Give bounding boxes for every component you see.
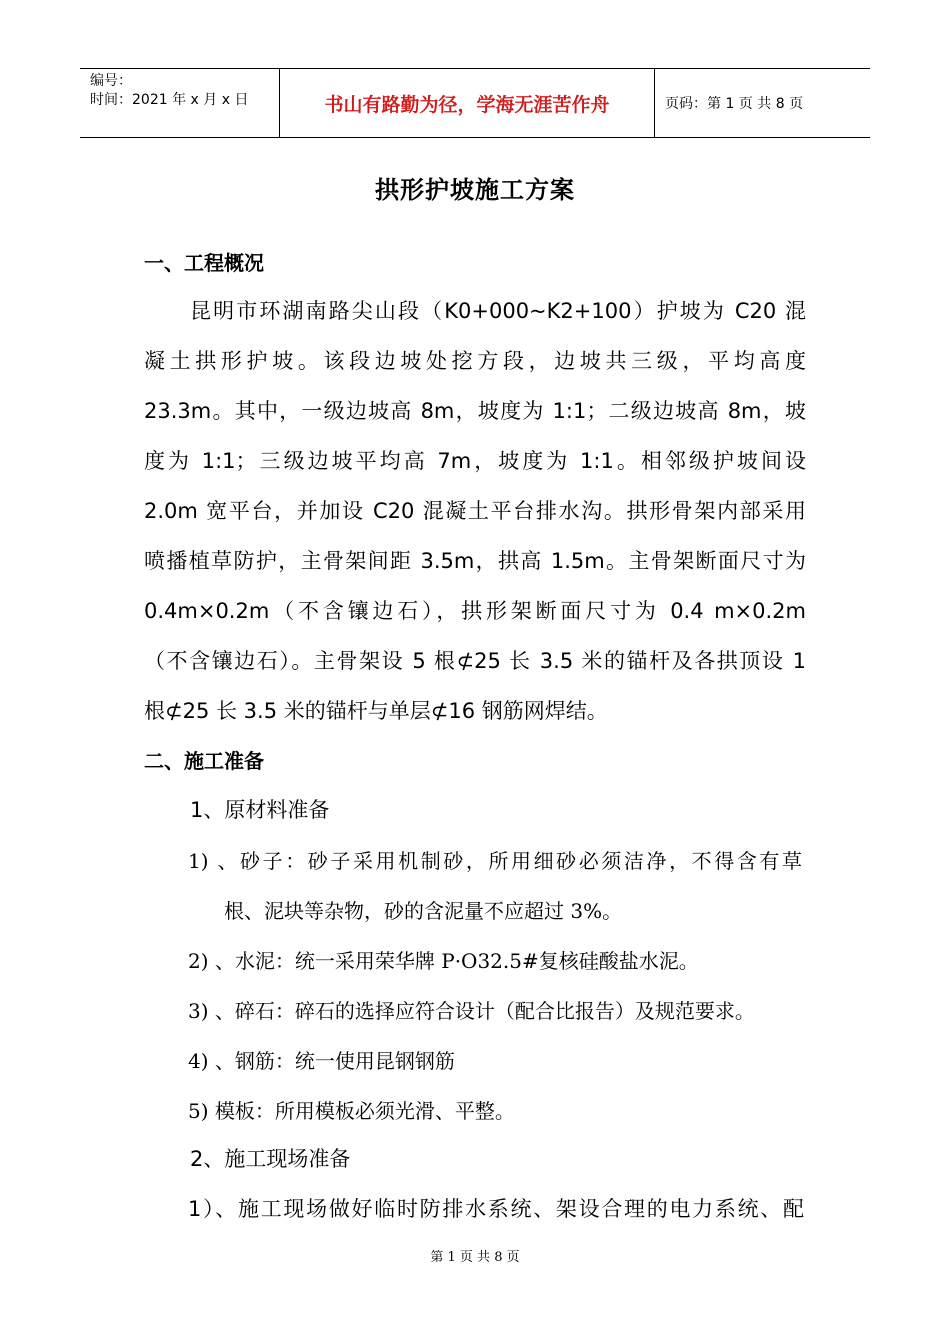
paragraph-line: 0.4m×0.2m（不含镶边石），拱形架断面尺寸为 0.4 m×0.2m (144, 599, 806, 623)
paragraph-line: 1）、施工现场做好临时防排水系统、架设合理的电力系统、配 (188, 1197, 804, 1221)
paragraph-line: （不含镶边石）。主骨架设 5 根⊄25 长 3.5 米的锚杆及各拱顶设 1 (144, 649, 806, 673)
subheading-materials: 1、原材料准备 (190, 798, 330, 822)
list-item: 2) 、水泥：统一采用荣华牌 P·O32.5#复核硅酸盐水泥。 (188, 949, 699, 973)
page-title: 拱形护坡施工方案 (375, 176, 575, 204)
list-item: 3) 、碎石：碎石的选择应符合设计（配合比报告）及规范要求。 (188, 999, 755, 1023)
paragraph-line: 度为 1:1；三级边坡平均高 7m，坡度为 1:1。相邻级护坡间设 (144, 449, 806, 473)
page-footer: 第 1 页 共 8 页 (430, 1250, 520, 1265)
header-left-cell (80, 69, 280, 137)
subheading-site: 2、施工现场准备 (190, 1147, 351, 1171)
list-item: 1) 、砂子：砂子采用机制砂，所用细砂必须洁净，不得含有草 (188, 849, 802, 873)
number-label: 编号： (90, 73, 132, 89)
list-item: 5) 模板：所用模板必须光滑、平整。 (188, 1099, 515, 1123)
header-motto: 书山有路勤为径，学海无涯苦作舟 (280, 69, 655, 137)
section-heading-preparation: 二、施工准备 (144, 749, 264, 773)
paragraph-line: 根⊄25 长 3.5 米的锚杆与单层⊄16 钢筋网焊结。 (144, 699, 608, 723)
list-item: 根、泥块等杂物，砂的含泥量不应超过 3%。 (224, 899, 623, 923)
list-item: 4) 、钢筋：统一使用昆钢钢筋 (188, 1049, 455, 1073)
paragraph-line: 凝土拱形护坡。该段边坡处挖方段，边坡共三级，平均高度 (144, 349, 806, 373)
paragraph-line: 昆明市环湖南路尖山段（K0+000~K2+100）护坡为 C20 混 (190, 299, 806, 323)
paragraph-line: 2.0m 宽平台，并加设 C20 混凝土平台排水沟。拱形骨架内部采用 (144, 499, 806, 523)
paragraph-line: 23.3m。其中，一级边坡高 8m，坡度为 1:1；二级边坡高 8m，坡 (144, 399, 806, 423)
section-heading-overview: 一、工程概况 (144, 251, 264, 275)
header-page-label: 页码：第 1 页 共 8 页 (665, 96, 804, 112)
time-label: 时间：2021 年 x 月 x 日 (90, 92, 249, 108)
paragraph-line: 喷播植草防护，主骨架间距 3.5m，拱高 1.5m。主骨架断面尺寸为 (144, 549, 806, 573)
header-table (80, 68, 870, 138)
